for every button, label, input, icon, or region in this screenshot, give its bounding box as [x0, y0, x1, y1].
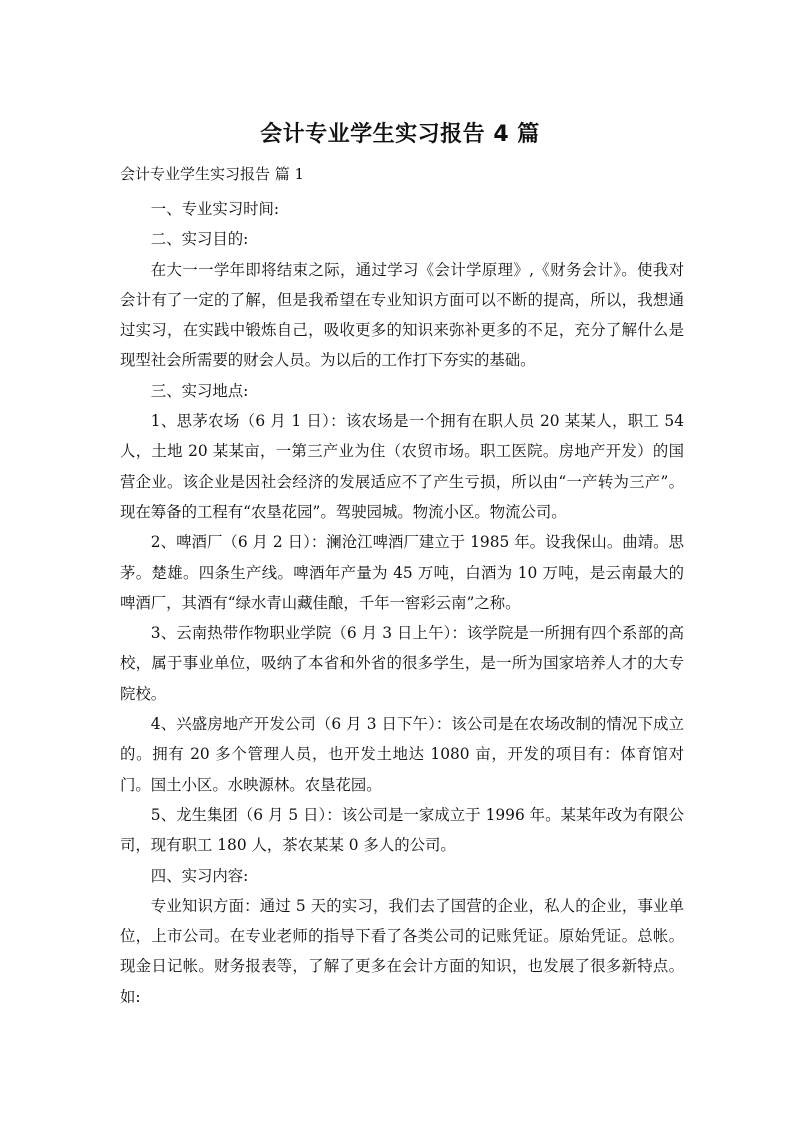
paragraph-location-real-estate: 4、兴盛房地产开发公司（6 月 3 日下午）：该公司是在农场改制的情况下成立的。拥有 20 多个管理人员，也开发土地达 1080 亩，开发的项目有：体育馆对门。国土小区。水映源林。农垦花园。	[120, 715, 684, 794]
paragraph-internship-purpose-heading: 二、实习目的:	[150, 230, 249, 249]
paragraph-internship-time: 一、专业实习时间:	[150, 200, 280, 218]
paragraph-internship-content-heading: 四、实习内容:	[150, 866, 249, 885]
paragraph-location-brewery: 2、啤酒厂（6 月 2 日）：澜沧江啤酒厂建立于 1985 年。设我保山。曲靖。思茅。楚雄。四条生产线。啤酒年产量为 45 万吨，白酒为 10 万吨，是云南最大的啤酒厂，其酒有“绿水青山藏佳酿，千年一窖彩云南”之称。	[120, 533, 684, 612]
document-title: 会计专业学生实习报告 4 篇	[260, 122, 540, 147]
paragraph-location-college: 3、云南热带作物职业学院（6 月 3 日上午）：该学院是一所拥有四个系部的高校，属于事业单位，吸纳了本省和外省的很多学生，是一所为国家培养人才的大专院校。	[120, 624, 684, 703]
report-subtitle: 会计专业学生实习报告 篇 1	[120, 165, 305, 183]
document-body	[120, 194, 684, 1012]
paragraph-professional-knowledge: 专业知识方面：通过 5 天的实习，我们去了国营的企业，私人的企业，事业单位，上市公司。在专业老师的指导下看了各类公司的记账凭证。原始凭证。总帐。现金日记帐。财务报表等，了解了更多在会计方面的知识，也发展了很多新特点。如:	[120, 896, 684, 1006]
paragraph-internship-purpose: 在大一一学年即将结束之际，通过学习《会计学原理》,《财务会计》。使我对会计有了一定的了解，但是我希望在专业知识方面可以不断的提高，所以，我想通过实习，在实践中锻炼自己，吸收更多的知识来弥补更多的不足，充分了解什么是现型社会所需要的财会人员。为以后的工作打下夯实的基础。	[120, 260, 684, 370]
paragraph-internship-location-heading: 三、实习地点:	[150, 381, 249, 400]
paragraph-location-group: 5、龙生集团（6 月 5 日）：该公司是一家成立于 1996 年。某某年改为有限公司，现有职工 180 人，茶农某某 0 多人的公司。	[120, 805, 684, 855]
paragraph-location-farm: 1、思茅农场（6 月 1 日）：该农场是一个拥有在职人员 20 某某人，职工 54 人，土地 20 某某亩，一第三产业为住（农贸市场。职工医院。房地产开发）的国营企业。该企业是因社会经济的发展适应不了产生亏损，所以由“一产转为三产”。现在筹备的工程有“农垦花园”。驾驶园城。物流小区。物流公司。	[120, 412, 684, 521]
